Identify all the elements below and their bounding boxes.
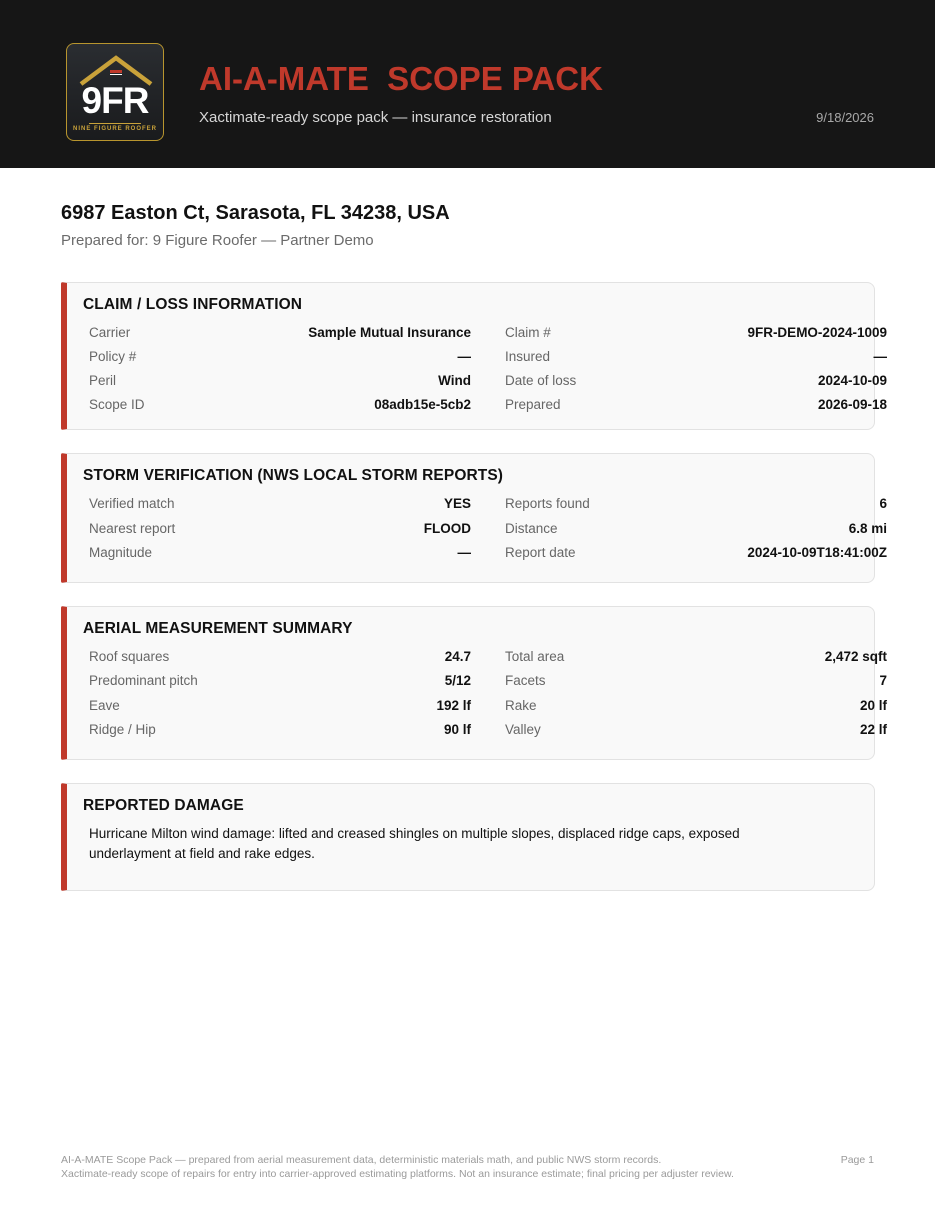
field-label: Valley — [505, 722, 541, 737]
field-row — [505, 521, 887, 539]
field-label: Verified match — [89, 496, 175, 511]
section-heading: REPORTED DAMAGE — [83, 797, 244, 814]
field-value: YES — [443, 496, 471, 511]
claim-info-card — [61, 282, 887, 430]
field-label: Nearest report — [89, 521, 176, 536]
field-row — [505, 373, 887, 391]
section-heading: AERIAL MEASUREMENT SUMMARY — [83, 620, 353, 637]
field-value: Sample Mutual Insurance — [308, 325, 471, 340]
field-label: Report date — [505, 545, 576, 560]
field-row — [505, 349, 887, 367]
field-row — [89, 722, 471, 740]
field-value: Wind — [438, 373, 471, 388]
report-header — [0, 0, 935, 168]
field-row — [505, 397, 887, 415]
field-label: Peril — [89, 373, 117, 388]
field-row — [89, 521, 471, 539]
field-row — [505, 698, 887, 716]
page-number: Page 1 — [840, 1154, 874, 1166]
field-label: Ridge / Hip — [89, 722, 156, 737]
field-value: 08adb15e-5cb2 — [374, 397, 471, 412]
field-value: 192 lf — [436, 698, 471, 713]
prepared-for: Prepared for: 9 Figure Roofer — Partner Demo — [61, 232, 374, 249]
field-row — [89, 698, 471, 716]
report-subtitle: Xactimate-ready scope pack — insurance restoration — [199, 109, 552, 126]
field-label: Policy # — [89, 349, 137, 364]
field-value: 6 — [879, 496, 887, 511]
report-title: AI-A-MATE SCOPE PACK — [199, 60, 603, 97]
field-value: 22 lf — [859, 722, 887, 737]
field-row — [505, 545, 887, 563]
company-logo — [66, 43, 164, 141]
field-value: 5/12 — [444, 673, 471, 688]
field-label: Predominant pitch — [89, 673, 198, 688]
field-row — [89, 649, 471, 667]
field-row — [89, 325, 471, 343]
field-value: — — [873, 349, 887, 364]
reported-damage-card — [61, 783, 875, 891]
field-value: FLOOD — [423, 521, 471, 536]
field-value: 24.7 — [444, 649, 471, 664]
field-label: Carrier — [89, 325, 131, 340]
logo-subtitle: NINE FIGURE ROOFER — [72, 126, 157, 132]
field-label: Eave — [89, 698, 120, 713]
field-value: 9FR-DEMO-2024-1009 — [747, 325, 887, 340]
field-label: Total area — [505, 649, 565, 664]
field-value: 90 lf — [443, 722, 471, 737]
field-row — [505, 722, 887, 740]
field-label: Roof squares — [89, 649, 170, 664]
damage-description: Hurricane Milton wind damage: lifted and creased shingles on multiple slopes, displaced ridge caps, exposed underlayment at field and rake edges. — [89, 826, 740, 861]
field-value: 7 — [879, 673, 887, 688]
footer-line: Xactimate-ready scope of repairs for entry into carrier-approved estimating platforms. Not an insurance estimate; final pricing per adjuster review. — [61, 1167, 734, 1180]
property-address: 6987 Easton Ct, Sarasota, FL 34238, USA — [61, 202, 450, 224]
logo-divider — [89, 123, 141, 124]
field-value: 2026-09-18 — [817, 397, 887, 412]
field-label: Prepared — [505, 397, 561, 412]
field-value: 2024-10-09 — [817, 373, 887, 388]
field-label: Insured — [505, 349, 551, 364]
field-label: Reports found — [505, 496, 590, 511]
section-heading: STORM VERIFICATION (NWS LOCAL STORM REPORTS) — [83, 467, 504, 484]
field-row — [89, 397, 471, 415]
logo-mark: 9FR — [81, 80, 149, 121]
field-label: Magnitude — [89, 545, 153, 560]
field-row — [505, 325, 887, 343]
field-row — [505, 649, 887, 667]
field-label: Scope ID — [89, 397, 145, 412]
aerial-measurement-card — [61, 606, 887, 760]
field-row — [89, 673, 471, 691]
field-label: Claim # — [505, 325, 551, 340]
field-value: 2,472 sqft — [824, 649, 887, 664]
field-row — [89, 496, 471, 514]
field-value: — — [457, 545, 471, 560]
field-row — [505, 496, 887, 514]
field-label: Date of loss — [505, 373, 577, 388]
field-label: Facets — [505, 673, 546, 688]
footer-line: AI-A-MATE Scope Pack — prepared from aerial measurement data, deterministic materials math, and public NWS storm records. — [61, 1154, 662, 1166]
field-row — [89, 545, 471, 563]
storm-verification-card — [61, 453, 887, 583]
section-heading: CLAIM / LOSS INFORMATION — [83, 296, 303, 313]
field-row — [89, 349, 471, 367]
field-value: 6.8 mi — [848, 521, 887, 536]
field-value: 2024-10-09T18:41:00Z — [747, 545, 887, 560]
field-row — [89, 373, 471, 391]
report-footer — [61, 1154, 734, 1181]
field-row — [505, 673, 887, 691]
field-value: — — [457, 349, 471, 364]
field-label: Distance — [505, 521, 558, 536]
field-label: Rake — [505, 698, 537, 713]
report-date: 9/18/2026 — [816, 110, 874, 125]
field-value: 20 lf — [859, 698, 887, 713]
